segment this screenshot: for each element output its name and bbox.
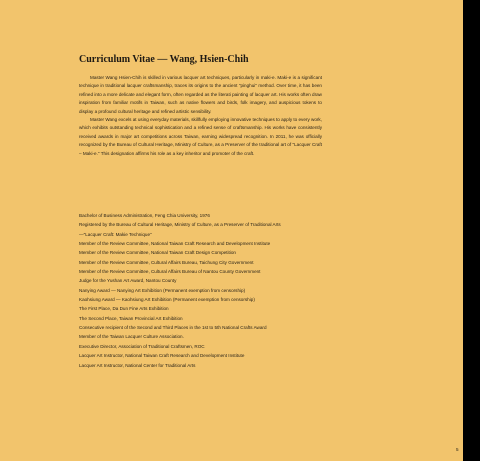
credential-item: Kaohsiung Award — Kaohsiung Art Exhibition (Permanent exemption from censorship)	[79, 297, 255, 303]
credential-item: Executive Director, Association of Traditional Craftsmen, ROC	[79, 343, 205, 349]
credentials-list	[79, 211, 339, 370]
credential-item: Member of the Review Committee, Cultural Affairs Bureau, Taichung City Government	[79, 259, 254, 265]
credential-item: Member of the Review Committee, National Taiwan Craft Design Competition	[79, 250, 236, 256]
credential-item: The Second Place, Taiwan Provincial Art Exhibition	[79, 315, 183, 321]
credential-item: —"Lacquer Craft: Makie Technique"	[79, 231, 152, 237]
credential-item: Registered by the Bureau of Cultural Heritage, Ministry of Culture, as a Preserver of Traditional Arts	[79, 222, 281, 228]
credential-item: Member of the Taiwan Lacquer Culture Association.	[79, 334, 184, 340]
credential-item: The First Place, Da Dun Fine Arts Exhibition	[79, 306, 169, 312]
bio-paragraph: Master Wang Hsien-Chih is skilled in various lacquer art techniques, particularly in maki-e. Maki-e is a significant technique in traditional lacquer craftsmanship, traces its origins to the ancient "pinghui" method. Over time, it has been refined into a more delicate and elegant form, often regarded as the literati painting of lacquer art. His works often draw inspiration from familiar motifs in Taiwan, such as native flowers and birds, folk imagery, and auspicious tokens to display a profound cultural heritage and refined artistic sensibility.	[79, 75, 322, 114]
credential-item: Lacquer Art Instructor, National Taiwan Craft Research and Development Institute	[79, 353, 245, 359]
bio-paragraph: Master Wang excels at using everyday materials, skillfully employing innovative techniques to apply to every work, which exhibits outstanding technical sophistication and a refined sense of craftsmanship. His works have consistently received awards in major art competitions across Taiwan, earning widespread recognition. In 2011, he was officially recognized by the Bureau of Cultural Heritage, Ministry of Culture, as a Preserver of the traditional art of "Lacquer Craft – Maki-e." This designation affirms his role as a key inheritor and promoter of the craft.	[79, 117, 322, 156]
credential-item: Lacquer Art Instructor, National Center for Traditional Arts	[79, 362, 196, 368]
credential-item: Nanying Award — Nanying Art Exhibition (Permanent exemption from censorship)	[79, 287, 246, 293]
credential-item: Member of the Review Committee, National Taiwan Craft Research and Development Institute	[79, 241, 271, 247]
page-number: 5	[456, 447, 459, 452]
credential-item: Bachelor of Business Administration, Feng Chia University, 1976	[79, 213, 210, 218]
credential-item: Consecutive recipient of the Second and Third Places in the 1st to 5th National Crafts Award	[79, 325, 267, 331]
credential-item: Member of the Review Committee, Cultural Affairs Bureau of Nantou County Government	[79, 269, 261, 275]
credential-item: Judge for the Yushan Art Award, Nantou County	[79, 278, 177, 284]
page-title: Curriculum Vitae — Wang, Hsien-Chih	[79, 54, 249, 65]
biography	[79, 74, 322, 158]
